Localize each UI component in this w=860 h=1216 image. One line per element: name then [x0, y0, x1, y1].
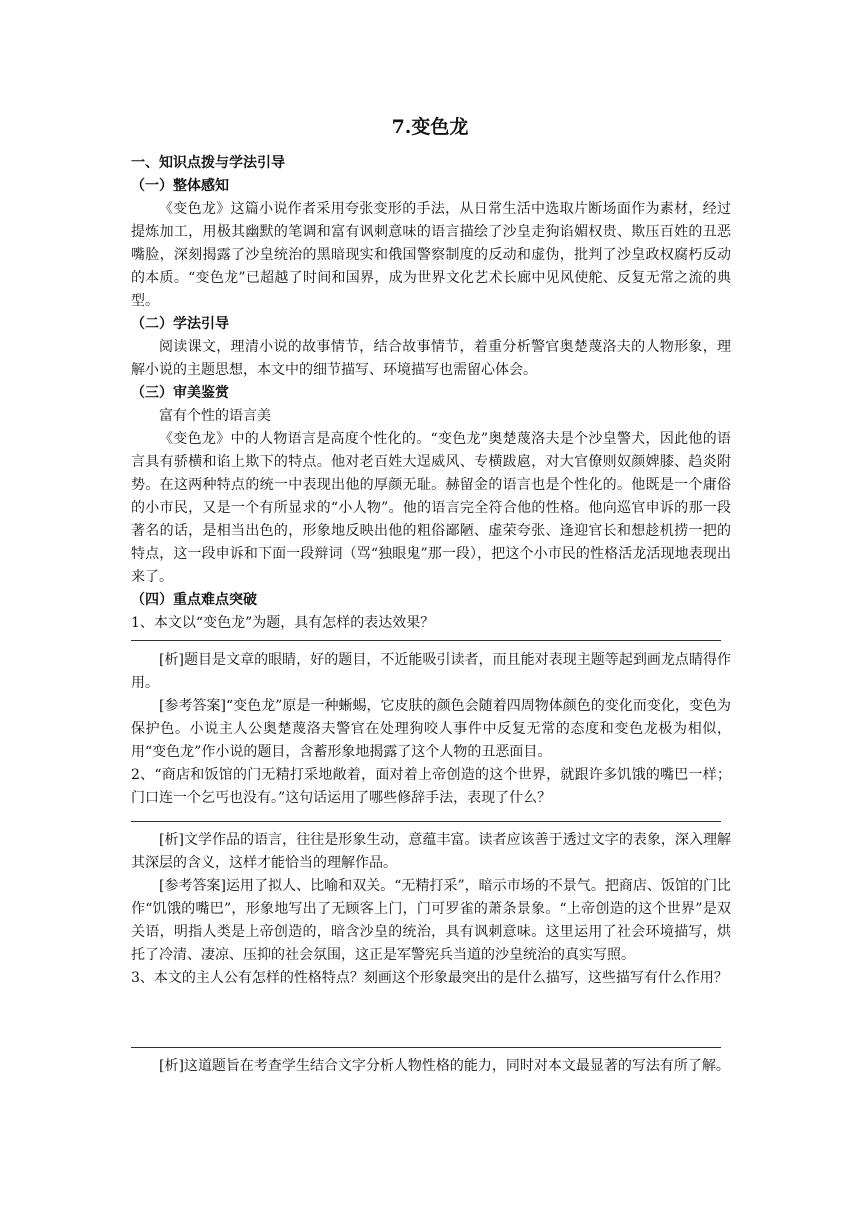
- question-3-analysis: [131, 1055, 731, 1078]
- aesthetic-subtitle: 富有个性的语言美: [159, 408, 271, 424]
- aesthetic-text: 《变色龙》中的人物语言是高度个性化的。“变色龙”奥楚蔑洛夫是个沙皇警犬，因此他的语言具有骄横和谄上欺下的特点。他对老百姓大逞威风、专横跋扈，对大官僚则奴颜婢膝、趋炎附势。在这两种特点的统一中表现出他的厚颜无耻。赫留金的语言也是个性化的。他既是一个庸俗的小市民，又是一个有所显求的“小人物”。他的语言完全符合他的性格。他向巡官申诉的那一段著名的话，是相当出色的，形象地反映出他的粗俗鄙陋、虚荣夸张、逢迎官长和想趁机捞一把的特点，这一段申诉和下面一段辩词（骂“独眼鬼”那一段），把这个小市民的性格活龙活现地表现出来了。: [131, 431, 731, 585]
- question-3: 3、本文的主人公有怎样的性格特点？刻画这个形象最突出的是什么描写，这些描写有什么作用？: [131, 970, 728, 986]
- answer-line-2: [131, 821, 721, 822]
- study-method: [131, 313, 731, 382]
- question-2-answer-text: [参考答案]运用了拟人、比喻和双关。“无精打采”，暗示市场的不景气。把商店、饭馆的门比作“饥饿的嘴巴”，形象地写出了无顾客上门，门可罗雀的萧条景象。“上帝创造的这个世界”是双关语，明指人类是上帝创造的，暗含沙皇的统治，具有讽刺意味。这里运用了社会环境描写，烘托了冷清、凄凉、压抑的社会氛围，这正是军警宪兵当道的沙皇统治的真实写照。: [131, 878, 731, 963]
- answer-line-3: [131, 1047, 721, 1048]
- overall-perception-text: 《变色龙》这篇小说作者采用夸张变形的手法，从日常生活中选取片断场面作为素材，经过提炼加工，用极其幽默的笔调和富有讽刺意味的语言描绘了沙皇走狗谄媚权贵、欺压百姓的丑恶嘴脸，深刻揭露了沙皇统治的黑暗现实和俄国警察制度的反动和虚伪，批判了沙皇政权腐朽反动的本质。“变色龙”已超越了时间和国界，成为世界文化艺术长廊中见风使舵、反复无常之流的典型。: [131, 201, 731, 309]
- question-1-answer-text: [参考答案]“变色龙”原是一种蜥蜴，它皮肤的颜色会随着四周物体颜色的变化而变化，变色为保护色。小说主人公奥楚蔑洛夫警官在处理狗咬人事件中反复无常的态度和变色龙极为相似，用“变色龙”作小说的题目，含蓄形象地揭露了这个人物的丑恶面目。: [131, 698, 731, 760]
- question-1-analysis-text: [析]题目是文章的眼睛，好的题目，不近能吸引读者，而且能对表现主题等起到画龙点睛得作用。: [131, 652, 731, 691]
- section-1-heading: [131, 152, 731, 175]
- study-method-text: 阅读课文，理清小说的故事情节，结合故事情节，着重分析警官奥楚蔑洛夫的人物形象，理解小说的主题思想，本文中的细节描写、环境描写也需留心体会。: [131, 339, 731, 378]
- section-heading: 一、知识点拨与学法引导: [131, 155, 285, 171]
- question-2: 2、“商店和饭馆的门无精打采地敞着，面对着上帝创造的这个世界，就跟许多饥饿的嘴巴一样；门口连一个乞丐也没有。”这句话运用了哪些修辞手法，表现了什么？: [131, 767, 731, 806]
- subsection-heading-4: （四）重点难点突破: [131, 592, 257, 608]
- subsection-heading-2: （二）学法引导: [131, 316, 229, 332]
- key-points: [131, 589, 731, 635]
- question-1-analysis: [131, 649, 731, 810]
- page-title: 7.变色龙: [391, 116, 469, 138]
- aesthetic-appreciation: [131, 382, 731, 589]
- question-2-analysis-text: [析]文学作品的语言，往往是形象生动，意蕴丰富。读者应该善于透过文字的表象，深入理解其深层的含义，这样才能恰当的理解作品。: [131, 832, 731, 871]
- question-3-analysis-text: [析]这道题旨在考查学生结合文字分析人物性格的能力，同时对本文最显著的写法有所了解。: [159, 1058, 730, 1074]
- question-1: 1、本文以“变色龙”为题，具有怎样的表达效果？: [131, 615, 435, 631]
- overall-perception: [131, 175, 731, 313]
- subsection-heading-3: （三）审美鉴赏: [131, 385, 229, 401]
- answer-line-1: [131, 640, 721, 641]
- question-2-analysis: [131, 829, 731, 990]
- subsection-heading-1: （一）整体感知: [131, 178, 229, 194]
